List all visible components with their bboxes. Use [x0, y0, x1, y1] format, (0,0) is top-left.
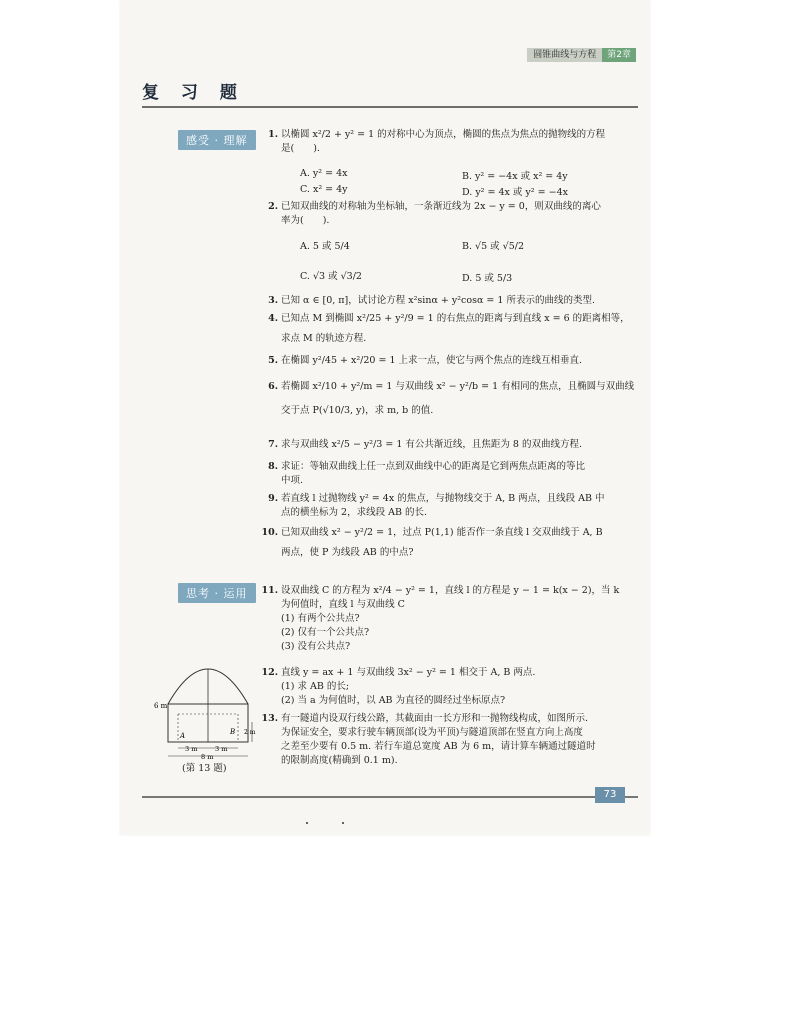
option-c: C. √3 或 √3/2 [300, 271, 362, 282]
title-divider [142, 106, 638, 108]
problem-text: 求与双曲线 x²/5 − y²/3 = 1 有公共渐近线，且焦距为 8 的双曲线方程. [281, 439, 583, 450]
problem-number: 2. [268, 201, 278, 212]
problem-text: 若椭圆 x²/10 + y²/m = 1 与双曲线 x² − y²/b = 1 有相同的焦点，且椭圆与双曲线 [281, 381, 635, 392]
page-number: 73 [595, 787, 625, 803]
problem-text: 已知双曲线的对称轴为坐标轴，一条渐近线为 2x − y = 0，则双曲线的离心 [281, 201, 601, 212]
sub-question: (2) 当 a 为何值时，以 AB 为直径的圆经过坐标原点? [281, 695, 506, 706]
problem-number: 7. [268, 439, 278, 450]
problem-number: 8. [268, 461, 278, 472]
option-d: D. 5 或 5/3 [462, 273, 513, 284]
problem-text: 已知 α ∈ [0, π]，试讨论方程 x²sinα + y²cosα = 1 所表示的曲线的类型. [281, 295, 595, 306]
problem-number: 1. [268, 129, 278, 140]
problem-number: 11. [261, 585, 278, 596]
label-A: A [180, 732, 186, 740]
textbook-page [120, 0, 650, 835]
option-d: D. y² = 4x 或 y² = −4x [462, 187, 568, 198]
problem-12 [256, 666, 648, 708]
chapter-number-badge: 第2章 [602, 48, 636, 62]
problem-text: 求点 M 的轨迹方程. [281, 333, 367, 344]
problem-7 [262, 438, 647, 452]
option-a: A. 5 或 5/4 [300, 241, 350, 252]
problem-text: 中项. [281, 475, 304, 486]
label-6m: 6 m [154, 702, 168, 710]
problem-number: 9. [268, 493, 278, 504]
problem-text: 设双曲线 C 的方程为 x²/4 − y² = 1，直线 l 的方程是 y − 1 = k(x − 2)，当 k [281, 585, 620, 596]
sub-question: (1) 有两个公共点? [281, 613, 360, 624]
problem-number: 4. [268, 313, 278, 324]
sub-question: (1) 求 AB 的长; [281, 681, 350, 692]
problem-10 [256, 526, 648, 560]
option-a: A. y² = 4x [300, 168, 348, 179]
label-2m: 2 m [244, 729, 256, 736]
problem-text: 以椭圆 x²/2 + y² = 1 的对称中心为顶点，椭圆的焦点为焦点的抛物线的方程 [281, 129, 606, 140]
problem-1 [262, 128, 642, 156]
section-badge-1: 感受 · 理解 [178, 130, 256, 150]
problem-text: 是( ). [281, 143, 320, 154]
problem-number: 6. [268, 381, 278, 392]
option-c: C. x² = 4y [300, 184, 348, 195]
problem-text: 若直线 l 过抛物线 y² = 4x 的焦点，与抛物线交于 A, B 两点，且线段 AB 中 [281, 493, 605, 504]
chapter-title: 圆锥曲线与方程 [527, 48, 602, 62]
problem-text: 有一隧道内设双行线公路，其截面由一长方形和一抛物线构成，如图所示. [281, 713, 589, 724]
chapter-header-tag [527, 48, 636, 62]
problem-4 [262, 312, 647, 346]
problem-11 [256, 584, 648, 654]
speck [342, 822, 344, 824]
problem-text: 的限制高度(精确到 0.1 m). [281, 755, 398, 766]
problem-13 [256, 712, 648, 768]
problem-text: 为保证安全，要求行驶车辆顶部(设为平顶)与隧道顶部在竖直方向上高度 [281, 727, 583, 738]
problem-number: 12. [261, 667, 278, 678]
problem-text: 直线 y = ax + 1 与双曲线 3x² − y² = 1 相交于 A, B 两点. [281, 667, 536, 678]
problem-2 [262, 200, 642, 228]
label-8m: 8 m [201, 753, 214, 761]
problem-8 [262, 460, 647, 488]
problem-6 [262, 380, 647, 418]
tunnel-diagram [154, 664, 254, 760]
problem-text: 点的横坐标为 2，求线段 AB 的长. [281, 507, 427, 518]
problem-3 [262, 294, 647, 308]
problem-5 [262, 354, 647, 368]
option-b: B. √5 或 √5/2 [462, 241, 525, 252]
footer-divider [142, 796, 638, 798]
section-badge-2: 思考 · 运用 [178, 583, 256, 603]
sub-question: (3) 没有公共点? [281, 641, 351, 652]
label-3m-left: 3 m [185, 745, 198, 753]
figure-caption: (第 13 题) [182, 763, 227, 774]
label-3m-right: 3 m [215, 745, 228, 753]
problem-text: 交于点 P(√10/3, y)，求 m, b 的值. [281, 405, 434, 416]
problem-text: 已知点 M 到椭圆 x²/25 + y²/9 = 1 的右焦点的距离与到直线 x = 6 的距离相等， [281, 313, 630, 324]
problem-text: 求证：等轴双曲线上任一点到双曲线中心的距离是它到两焦点距离的等比 [281, 461, 586, 472]
option-b: B. y² = −4x 或 x² = 4y [462, 171, 568, 182]
problem-text: 在椭圆 y²/45 + x²/20 = 1 上求一点，使它与两个焦点的连线互相垂直. [281, 355, 583, 366]
speck [306, 822, 308, 824]
problem-text: 为何值时，直线 l 与双曲线 C [281, 599, 405, 610]
problem-text: 率为( ). [281, 215, 330, 226]
problem-text: 已知双曲线 x² − y²/2 = 1，过点 P(1,1) 能否作一条直线 l 交双曲线于 A, B [281, 527, 603, 538]
page-title: 复 习 题 [142, 83, 245, 103]
problem-number: 3. [268, 295, 278, 306]
problem-number: 10. [261, 527, 278, 538]
problem-number: 5. [268, 355, 278, 366]
label-B: B [230, 728, 236, 736]
problem-text: 两点，使 P 为线段 AB 的中点? [281, 547, 414, 558]
problem-9 [262, 492, 647, 520]
sub-question: (2) 仅有一个公共点? [281, 627, 370, 638]
problem-number: 13. [261, 713, 278, 724]
problem-text: 之差至少要有 0.5 m. 若行车道总宽度 AB 为 6 m，请计算车辆通过隧道时 [281, 741, 596, 752]
